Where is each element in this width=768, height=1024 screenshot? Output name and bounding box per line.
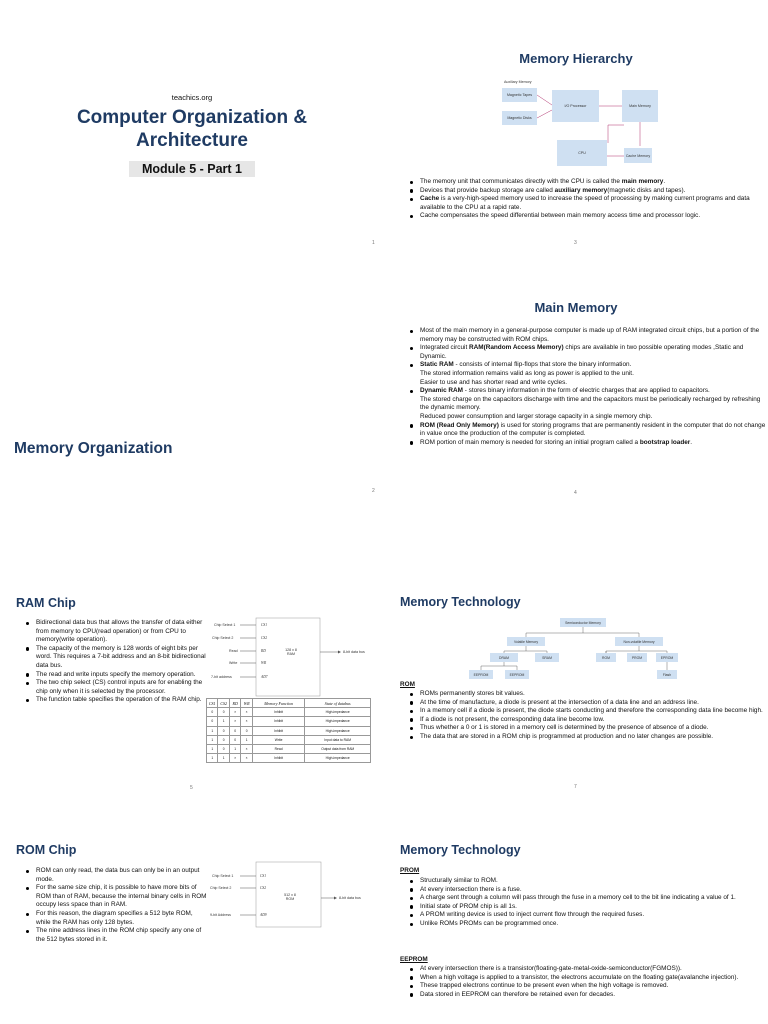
tree-volatile-memory: Volatile Memory [507, 637, 545, 646]
table-cell: Inhibit [252, 754, 304, 763]
slide-6-rom-chip [0, 800, 384, 1024]
table-header-cell: WR [241, 699, 252, 708]
table-cell: Write [252, 735, 304, 744]
main-memory-box: Main Memory [622, 90, 658, 122]
table-cell: × [229, 708, 240, 717]
slide-5-ram-chip [0, 512, 384, 791]
table-row [207, 744, 371, 753]
table-row [207, 717, 371, 726]
table-cell: Inhibit [252, 708, 304, 717]
list-item: Most of the main memory in a general-purpose computer is made up of RAM integrated circuit chips, but a portion of the memory may be constructed with ROM chips. [420, 327, 768, 344]
memory-tree-lines [384, 512, 768, 692]
rom-chip-diagram [0, 800, 384, 1024]
table-cell: × [241, 717, 252, 726]
table-cell: 1 [207, 744, 218, 753]
chip-name: 128 x 8 RAM [285, 648, 297, 656]
table-cell: × [229, 717, 240, 726]
list-item: These trapped electrons continue to be present even when the high voltage is removed. [420, 982, 766, 991]
table-cell: 1 [241, 735, 252, 744]
memory-tree-diagram [384, 512, 768, 692]
table-row [207, 708, 371, 717]
table-cell: × [241, 744, 252, 753]
list-item: ROM (Read Only Memory) is used for storing programs that are permanently resident in the computer that do not change in value once the production of the computer is completed. [420, 422, 768, 439]
tree-dram: DRAM [490, 653, 518, 662]
bullet-list [406, 327, 768, 447]
cpu-box: CPU [557, 140, 607, 166]
page-title: Computer Organization & Architecture [76, 107, 308, 151]
list-item: The data that are stored in a ROM chip is programmed at production and no later changes are possible. [420, 733, 766, 742]
chip-select-2-label: Chip Select 2 [212, 636, 234, 640]
list-item: For this reason, the diagram specifies a 512 byte ROM, while the RAM has only 128 bytes. [36, 910, 208, 927]
table-cell: 1 [218, 717, 229, 726]
list-item: The memory unit that communicates directly with the CPU is called the main memory. [420, 178, 765, 187]
table-cell: 0 [241, 726, 252, 735]
slide-8-memory-technology [384, 800, 768, 1024]
table-header-row [207, 699, 371, 708]
io-processor-box: I/O Processor [552, 90, 599, 122]
pin-cs2: CS2 [260, 886, 266, 890]
ram-chip-diagram [0, 512, 384, 692]
list-item: Devices that provide backup storage are called auxiliary memory(magnetic disks and tapes). [420, 187, 765, 196]
eeprom-heading: EEPROM [400, 956, 428, 963]
table-cell: × [241, 754, 252, 763]
pin-cs2: CS2 [261, 636, 267, 640]
list-item: The function table specifies the operation of the RAM chip. [36, 696, 206, 705]
table-cell: 1 [207, 726, 218, 735]
tree-rom: ROM [596, 653, 616, 662]
table-header-cell: CS2 [218, 699, 229, 708]
table-cell: High-impedance [305, 754, 371, 763]
pin-ad: AD9 [260, 913, 267, 917]
table-cell: × [241, 708, 252, 717]
aux-memory-label: Auxiliary Memory [504, 80, 532, 84]
write-label: Write [229, 661, 238, 665]
list-item: The two chip select (CS) control inputs are for enabling the chip only when it is selected by the processor. [36, 679, 206, 696]
eeprom-bullet-list [406, 965, 766, 999]
table-cell: 0 [218, 708, 229, 717]
table-cell: 0 [229, 735, 240, 744]
list-item: Dynamic RAM - stores binary information in the form of electric charges that are applied to capacitors. The stored charge on the capacitors discharge with time and the capacitors must be periodically recharged by refreshing the dynamic memory. Reduced power consumption and larger storage capacity in a single memory chip. [420, 387, 768, 421]
list-item: The nine address lines in the ROM chip specify any one of the 512 bytes stored in it. [36, 927, 208, 944]
slide-title: Memory Organization [14, 440, 173, 457]
tree-eeprom: EEPROM [469, 670, 493, 679]
list-item: Data stored in EEPROM can therefore be retained even for decades. [420, 991, 766, 1000]
cache-memory-box: Cache Memory [624, 148, 652, 163]
table-cell: Inhibit [252, 717, 304, 726]
table-cell: High-impedance [305, 726, 371, 735]
list-item: Static RAM - consists of internal flip-flops that store the binary information. The stored information remains valid as long as power is applied to the unit. Easier to use and has shorter read and write cycles. [420, 361, 768, 387]
table-cell: × [229, 754, 240, 763]
table-cell: 0 [207, 708, 218, 717]
page-number: 4 [574, 490, 577, 496]
table-cell: 1 [229, 744, 240, 753]
hierarchy-diagram [384, 0, 768, 180]
table-header-cell: Memory Function [252, 699, 304, 708]
page-number: 3 [574, 240, 577, 246]
chip-select-2-label: Chip Select 2 [210, 886, 232, 890]
table-cell: High-impedance [305, 717, 371, 726]
slide-title: ROM Chip [16, 843, 77, 857]
table-row [207, 726, 371, 735]
page-number: 2 [372, 488, 375, 494]
pin-cs1: CS1 [261, 623, 267, 627]
table-header-cell: CS1 [207, 699, 218, 708]
slide-7-memory-technology [384, 512, 768, 792]
data-bus-label: 8-bit data bus [343, 650, 365, 654]
page-number: 5 [190, 785, 193, 791]
slide-2-memory-organization [0, 256, 384, 512]
tree-eeprom-2: EEPROM [505, 670, 529, 679]
table-header-cell: State of databus [305, 699, 371, 708]
pin-wr: WR [261, 661, 267, 665]
bullet-list [406, 690, 766, 742]
list-item: If a diode is not present, the corresponding data line become low. [420, 716, 766, 725]
chip-select-1-label: Chip Select 1 [212, 874, 234, 878]
rom-heading: ROM [400, 681, 415, 688]
address-label: 9-bit Address [210, 913, 231, 917]
bullet-list [406, 178, 765, 221]
data-bus-label: 8-bit data bus [339, 896, 361, 900]
slide-title: Memory Hierarchy [519, 51, 633, 66]
list-item: Integrated circuit RAM(Random Access Memory) chips are available in two possible operating modes ,Static and Dynamic. [420, 344, 768, 361]
table-cell: Input data to RAM [305, 735, 371, 744]
list-item: The capacity of the memory is 128 words of eight bits per word. This requires a 7-bit address and an 8-bit bidirectional data bus. [36, 644, 206, 669]
table-cell: High-impedance [305, 708, 371, 717]
tree-nonvolatile-memory: Non-volatile Memory [615, 637, 663, 646]
slide-title: Main Memory [534, 300, 618, 315]
site-label: teachics.org [171, 93, 213, 102]
table-cell: Inhibit [252, 726, 304, 735]
address-label: 7-bit address [211, 675, 232, 679]
list-item: The read and write inputs specify the memory operation. [36, 671, 206, 680]
list-item: In a memory cell if a diode is present, the diode starts conducting and therefore the corresponding data line become high. [420, 707, 766, 716]
table-cell: 0 [218, 744, 229, 753]
tree-flash: Flash [657, 670, 677, 679]
pin-rd: RD [261, 649, 266, 653]
list-item: At the time of manufacture, a diode is present at the intersection of a data line and an address line. [420, 699, 766, 708]
function-table [206, 698, 371, 763]
table-cell: 0 [218, 735, 229, 744]
tree-prom: PROM [627, 653, 647, 662]
table-cell: Output data from RAM [305, 744, 371, 753]
prom-bullet-list [406, 877, 766, 929]
pin-cs1: CS1 [260, 874, 266, 878]
list-item: Initial state of PROM chip is all 1s. [420, 903, 766, 912]
slide-title: RAM Chip [16, 596, 76, 610]
magnetic-tapes-box: Magnetic Tapes [502, 88, 537, 102]
table-cell: 0 [207, 717, 218, 726]
table-cell: 1 [207, 735, 218, 744]
slide-title: Memory Technology [400, 843, 521, 857]
pin-ad: AD7 [261, 675, 268, 679]
table-header-cell: RD [229, 699, 240, 708]
list-item: ROM portion of main memory is needed for storing an initial program called a bootstrap loader. [420, 439, 768, 448]
list-item: When a high voltage is applied to a transistor, the electrons accumulate on the floating gate(avalanche injection). [420, 974, 766, 983]
page-number: 7 [574, 784, 577, 790]
list-item: Thus whether a 0 or 1 is stored in a memory cell is determined by the presence of absence of a diode. [420, 724, 766, 733]
list-item: A charge sent through a column will pass through the fuse in a memory cell to the bit line indicating a value of 1. [420, 894, 766, 903]
list-item: At every intersection there is a fuse. [420, 886, 766, 895]
table-row [207, 754, 371, 763]
slide-1-title [0, 0, 384, 256]
prom-heading: PROM [400, 867, 420, 874]
table-cell: 0 [229, 726, 240, 735]
slide-3-memory-hierarchy [384, 0, 768, 256]
table-cell: 0 [218, 726, 229, 735]
list-item: At every intersection there is a transistor(floating-gate-metal-oxide-semiconductor(FGMOS)). [420, 965, 766, 974]
table-cell: 1 [207, 754, 218, 763]
chip-name: 512 x 8 ROM [284, 893, 296, 901]
list-item: For the same size chip, it is possible to have more bits of ROM than of RAM, because the internal binary cells in ROM occupy less space than in RAM. [36, 884, 207, 909]
list-item: Cache is a very-high-speed memory used to increase the speed of processing by making current programs and data available to the CPU at a rapid rate. [420, 195, 765, 212]
slide-4-main-memory [384, 256, 768, 512]
table-cell: 1 [218, 754, 229, 763]
module-badge: Module 5 - Part 1 [129, 161, 255, 177]
slide-title: Memory Technology [400, 595, 521, 609]
list-item: Unlike ROMs PROMs can be programmed once. [420, 920, 766, 929]
list-item: Cache compensates the speed differential between main memory access time and processor logic. [420, 212, 765, 221]
table-row [207, 735, 371, 744]
table-cell: Read [252, 744, 304, 753]
page-number: 1 [372, 240, 375, 246]
read-label: Read [229, 649, 238, 653]
magnetic-disks-box: Magnetic Disks [502, 111, 537, 125]
rom-chip-lines [0, 800, 384, 1024]
list-item: Bidirectional data bus that allows the transfer of data either from memory to CPU(read operation) or from CPU to memory(write operation). [36, 619, 206, 645]
list-item: ROMs permanently stores bit values. [420, 690, 766, 699]
tree-semiconductor-memory: Semiconductor Memory [560, 618, 606, 627]
ram-chip-lines [0, 512, 384, 692]
list-item: ROM can only read, the data bus can only be in an output mode. [36, 867, 208, 884]
tree-eprom: EPROM [656, 653, 678, 662]
list-item: Structurally similar to ROM. [420, 877, 766, 886]
list-item: A PROM writing device is used to inject current flow through the required fuses. [420, 911, 766, 920]
chip-select-1-label: Chip Select 1 [214, 623, 236, 627]
tree-sram: SRAM [535, 653, 559, 662]
